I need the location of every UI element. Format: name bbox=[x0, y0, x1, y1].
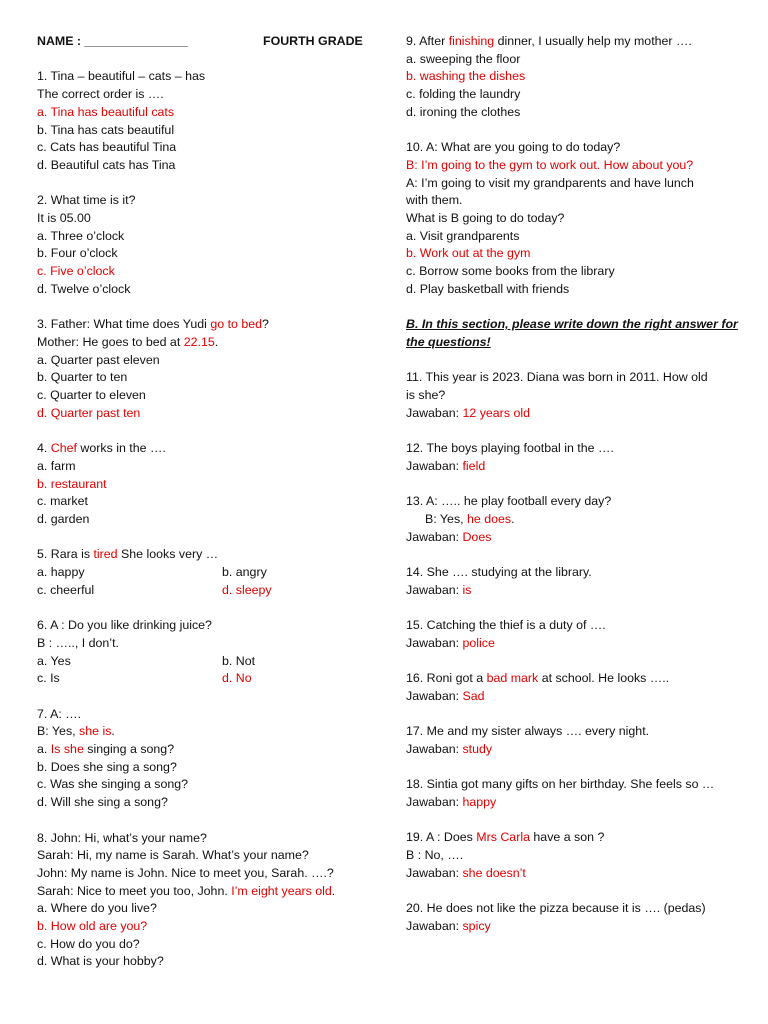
spacer bbox=[37, 529, 377, 547]
text-line bbox=[406, 493, 746, 511]
text-segment: B: Yes, bbox=[425, 511, 468, 526]
text-line bbox=[37, 139, 377, 157]
text-line bbox=[37, 68, 377, 86]
text-line bbox=[406, 245, 746, 263]
text-line bbox=[37, 86, 377, 104]
text-segment: Jawaban: bbox=[406, 741, 463, 756]
text-line bbox=[406, 511, 746, 529]
text-line bbox=[406, 847, 746, 865]
text-segment: 7. A: …. bbox=[37, 706, 82, 721]
grade-label: FOURTH GRADE bbox=[263, 34, 363, 48]
text-line bbox=[37, 741, 377, 759]
text-segment: 2. What time is it? bbox=[37, 193, 136, 208]
answer-highlight: Mrs Carla bbox=[476, 830, 530, 845]
text-segment: 15. Catching the thief is a duty of …. bbox=[406, 618, 606, 633]
answer-highlight: she doesn’t bbox=[462, 865, 526, 880]
text-line bbox=[406, 582, 746, 600]
text-segment: b. Quarter to ten bbox=[37, 370, 128, 385]
text-segment: d. Will she sing a song? bbox=[37, 795, 168, 810]
spacer bbox=[406, 706, 746, 724]
text-line bbox=[37, 635, 377, 653]
text-segment: a. Where do you live? bbox=[37, 901, 157, 916]
text-line bbox=[37, 706, 377, 724]
text-segment: singing a song? bbox=[83, 742, 175, 757]
text-segment: a. Three o’clock bbox=[37, 228, 125, 243]
text-segment: 1. Tina – beautiful – cats – has bbox=[37, 69, 206, 84]
worksheet-header bbox=[37, 33, 377, 51]
text-segment: 3. Father: What time does Yudi bbox=[37, 317, 211, 332]
spacer bbox=[37, 51, 377, 69]
answer-highlight: b. washing the dishes bbox=[406, 69, 526, 84]
text-line bbox=[37, 883, 377, 901]
right-question-list bbox=[406, 33, 746, 936]
text-segment: d. ironing the clothes bbox=[406, 104, 521, 119]
text-line bbox=[37, 245, 377, 263]
spacer bbox=[37, 422, 377, 440]
left-column bbox=[37, 33, 377, 971]
text-line bbox=[37, 210, 377, 228]
text-line bbox=[37, 387, 377, 405]
text-segment: b. Four o’clock bbox=[37, 246, 118, 261]
text-line bbox=[37, 316, 377, 334]
section-heading: B. In this section, please write down the right answer for the questions! bbox=[406, 317, 738, 349]
text-line bbox=[406, 564, 746, 582]
answer-highlight: happy bbox=[462, 795, 497, 810]
text-line bbox=[406, 175, 746, 193]
text-line bbox=[37, 405, 377, 423]
text-segment: Jawaban: bbox=[406, 688, 463, 703]
text-segment: c. market bbox=[37, 494, 88, 509]
answer-highlight: police bbox=[462, 635, 495, 650]
text-line bbox=[37, 918, 377, 936]
text-segment: 11. This year is 2023. Diana was born in 2011. How old bbox=[406, 370, 708, 385]
text-line bbox=[406, 865, 746, 883]
answer-option: c. Is bbox=[37, 671, 60, 686]
answer-highlight: he does bbox=[467, 511, 512, 526]
text-segment: 6. A : Do you like drinking juice? bbox=[37, 618, 212, 633]
text-segment: works in the …. bbox=[76, 441, 166, 456]
text-line bbox=[406, 617, 746, 635]
text-line bbox=[406, 688, 746, 706]
text-line bbox=[406, 670, 746, 688]
text-line bbox=[406, 635, 746, 653]
text-line bbox=[406, 139, 746, 157]
text-line bbox=[37, 192, 377, 210]
spacer bbox=[406, 599, 746, 617]
answer-option-row bbox=[37, 653, 377, 671]
spacer bbox=[37, 599, 377, 617]
text-line bbox=[37, 759, 377, 777]
text-segment: c. Cats has beautiful Tina bbox=[37, 140, 177, 155]
text-line bbox=[37, 228, 377, 246]
text-segment: . bbox=[214, 334, 219, 349]
spacer bbox=[406, 653, 746, 671]
text-segment: 19. A : Does bbox=[406, 830, 477, 845]
answer-highlight: go to bed bbox=[210, 317, 263, 332]
text-line bbox=[406, 918, 746, 936]
answer-highlight: tired bbox=[93, 547, 118, 562]
text-segment: 4. bbox=[37, 441, 51, 456]
text-line bbox=[37, 546, 377, 564]
text-segment: 8. John: Hi, what’s your name? bbox=[37, 830, 207, 845]
text-segment: d. Play basketball with friends bbox=[406, 281, 570, 296]
text-line bbox=[406, 900, 746, 918]
text-line bbox=[37, 723, 377, 741]
spacer bbox=[37, 175, 377, 193]
text-segment: 14. She …. studying at the library. bbox=[406, 565, 592, 579]
spacer bbox=[37, 812, 377, 830]
text-segment: b. Does she sing a song? bbox=[37, 759, 177, 774]
text-segment: What is B going to do today? bbox=[406, 211, 565, 226]
answer-highlight: bad mark bbox=[486, 671, 539, 686]
text-line bbox=[406, 281, 746, 299]
text-line bbox=[37, 122, 377, 140]
text-line bbox=[37, 157, 377, 175]
answer-highlight: a. Tina has beautiful cats bbox=[37, 104, 175, 119]
text-segment: . bbox=[331, 883, 336, 898]
text-segment: a. Visit grandparents bbox=[406, 228, 520, 243]
text-line bbox=[406, 829, 746, 847]
text-line bbox=[37, 281, 377, 299]
answer-highlight: study bbox=[462, 741, 493, 756]
answer-highlight: Sad bbox=[462, 688, 485, 703]
text-line bbox=[37, 865, 377, 883]
answer-option-row bbox=[37, 670, 377, 688]
text-line bbox=[37, 458, 377, 476]
text-segment: d. Beautiful cats has Tina bbox=[37, 157, 176, 172]
right-column bbox=[406, 33, 746, 936]
name-field-label: NAME : _______________ bbox=[37, 34, 188, 48]
text-segment: B : No, …. bbox=[406, 848, 464, 863]
answer-highlight: b. restaurant bbox=[37, 476, 107, 491]
text-segment: at school. He looks ….. bbox=[538, 671, 670, 686]
text-line bbox=[406, 440, 746, 458]
text-segment: b. Tina has cats beautiful bbox=[37, 122, 175, 137]
answer-highlight: 22.15 bbox=[183, 334, 215, 349]
text-line bbox=[37, 476, 377, 494]
text-segment: . bbox=[111, 724, 115, 739]
text-line bbox=[406, 369, 746, 387]
text-segment: have a son ? bbox=[529, 830, 605, 845]
spacer bbox=[406, 422, 746, 440]
answer-highlight: Does bbox=[462, 529, 492, 544]
text-segment: c. How do you do? bbox=[37, 936, 140, 951]
answer-highlight: finishing bbox=[448, 34, 495, 48]
text-segment: c. Quarter to eleven bbox=[37, 388, 146, 403]
text-line bbox=[37, 263, 377, 281]
text-segment: 9. After bbox=[406, 34, 449, 48]
text-segment: Sarah: Hi, my name is Sarah. What’s your name? bbox=[37, 848, 309, 863]
text-line bbox=[406, 33, 746, 51]
text-line bbox=[406, 210, 746, 228]
answer-highlight: field bbox=[462, 458, 486, 473]
text-segment: d. What is your hobby? bbox=[37, 954, 164, 969]
answer-highlight: b. How old are you? bbox=[37, 919, 148, 934]
text-line bbox=[406, 529, 746, 547]
text-segment: ? bbox=[262, 317, 269, 332]
text-segment: It is 05.00 bbox=[37, 211, 91, 225]
answer-highlight: I’m eight years old bbox=[231, 883, 332, 898]
spacer bbox=[37, 688, 377, 706]
spacer bbox=[406, 476, 746, 494]
answer-highlight: c. Five o’clock bbox=[37, 264, 115, 279]
text-line bbox=[406, 723, 746, 741]
text-segment: Jawaban: bbox=[406, 529, 463, 544]
answer-option: b. Not bbox=[222, 653, 256, 668]
answer-highlight: Chef bbox=[50, 441, 77, 456]
text-segment: The correct order is …. bbox=[37, 87, 164, 102]
text-segment: Jawaban: bbox=[406, 405, 463, 420]
text-segment: is she? bbox=[406, 388, 446, 403]
text-segment: a. Quarter past eleven bbox=[37, 352, 160, 367]
text-segment: John: My name is John. Nice to meet you, Sarah. ….? bbox=[37, 865, 334, 880]
text-segment: Mother: He goes to bed at bbox=[37, 334, 184, 349]
text-line bbox=[406, 458, 746, 476]
text-segment: d. garden bbox=[37, 511, 90, 526]
text-line bbox=[406, 157, 746, 175]
text-line bbox=[37, 900, 377, 918]
text-line bbox=[406, 86, 746, 104]
text-segment: dinner, I usually help my mother …. bbox=[494, 34, 692, 48]
text-segment: B: Yes, bbox=[37, 724, 80, 739]
text-segment: a. sweeping the floor bbox=[406, 51, 521, 66]
text-segment: 20. He does not like the pizza because it is …. (pedas) bbox=[406, 901, 706, 916]
text-line bbox=[406, 68, 746, 86]
text-line bbox=[406, 405, 746, 423]
text-segment: a. farm bbox=[37, 458, 76, 473]
answer-option: a. happy bbox=[37, 565, 85, 580]
text-segment: . bbox=[511, 511, 515, 526]
text-line bbox=[37, 440, 377, 458]
text-segment: Jawaban: bbox=[406, 795, 463, 810]
text-segment: 17. Me and my sister always …. every night. bbox=[406, 724, 650, 739]
text-line bbox=[37, 511, 377, 529]
answer-option-row bbox=[37, 582, 377, 600]
answer-highlight: is bbox=[462, 582, 472, 597]
text-line bbox=[37, 369, 377, 387]
spacer bbox=[406, 299, 746, 317]
spacer bbox=[406, 883, 746, 901]
text-line bbox=[406, 228, 746, 246]
text-line bbox=[406, 741, 746, 759]
answer-highlight: B: I’m going to the gym to work out. How about you? bbox=[406, 157, 694, 172]
text-segment: Jawaban: bbox=[406, 582, 463, 597]
answer-highlight: Is she bbox=[50, 742, 84, 757]
correct-answer-option: d. No bbox=[222, 671, 252, 686]
answer-option-row bbox=[37, 564, 377, 582]
text-segment: Jawaban: bbox=[406, 918, 463, 933]
text-segment: c. Was she singing a song? bbox=[37, 777, 189, 792]
text-line bbox=[37, 617, 377, 635]
text-line bbox=[37, 936, 377, 954]
text-segment: Sarah: Nice to meet you too, John. bbox=[37, 883, 232, 898]
spacer bbox=[406, 812, 746, 830]
text-segment: 12. The boys playing footbal in the …. bbox=[406, 441, 614, 456]
text-segment: B : ….., I don’t. bbox=[37, 635, 119, 650]
text-segment: c. folding the laundry bbox=[406, 87, 521, 102]
text-segment: a. bbox=[37, 742, 51, 757]
text-segment: c. Borrow some books from the library bbox=[406, 264, 615, 279]
answer-option: b. angry bbox=[222, 565, 267, 580]
text-segment: A: I’m going to visit my grandparents and have lunch bbox=[406, 175, 694, 190]
text-line bbox=[406, 387, 746, 405]
text-segment: Jawaban: bbox=[406, 865, 463, 880]
text-segment: 18. Sintia got many gifts on her birthday. She feels so … bbox=[406, 777, 715, 792]
answer-option: c. cheerful bbox=[37, 582, 95, 597]
text-segment: 16. Roni got a bbox=[406, 671, 487, 686]
text-segment: Jawaban: bbox=[406, 458, 463, 473]
text-segment: with them. bbox=[406, 193, 463, 208]
text-line bbox=[37, 493, 377, 511]
text-line bbox=[37, 104, 377, 122]
text-line bbox=[37, 776, 377, 794]
answer-option: a. Yes bbox=[37, 653, 71, 668]
left-question-list bbox=[37, 68, 377, 971]
text-line bbox=[37, 334, 377, 352]
text-segment: 5. Rara is bbox=[37, 547, 94, 562]
answer-highlight: 12 years old bbox=[462, 405, 530, 420]
text-segment: She looks very … bbox=[117, 547, 219, 562]
spacer bbox=[406, 546, 746, 564]
text-line bbox=[406, 263, 746, 281]
text-line bbox=[37, 352, 377, 370]
text-segment: d. Twelve o’clock bbox=[37, 281, 131, 296]
spacer bbox=[406, 759, 746, 777]
answer-highlight: d. Quarter past ten bbox=[37, 405, 141, 420]
text-line bbox=[37, 794, 377, 812]
text-segment: Jawaban: bbox=[406, 635, 463, 650]
text-line bbox=[406, 192, 746, 210]
text-line bbox=[406, 776, 746, 794]
correct-answer-option: d. sleepy bbox=[222, 582, 272, 597]
text-line bbox=[37, 953, 377, 971]
spacer bbox=[37, 299, 377, 317]
text-line bbox=[406, 794, 746, 812]
text-line bbox=[406, 51, 746, 69]
text-segment: 13. A: ….. he play football every day? bbox=[406, 494, 612, 509]
text-line bbox=[37, 830, 377, 848]
text-segment: 10. A: What are you going to do today? bbox=[406, 140, 621, 155]
text-line bbox=[37, 847, 377, 865]
spacer bbox=[406, 352, 746, 370]
answer-highlight: she is bbox=[79, 724, 112, 739]
spacer bbox=[406, 122, 746, 140]
answer-highlight: spicy bbox=[462, 918, 491, 933]
text-line bbox=[406, 104, 746, 122]
answer-highlight: b. Work out at the gym bbox=[406, 246, 531, 261]
